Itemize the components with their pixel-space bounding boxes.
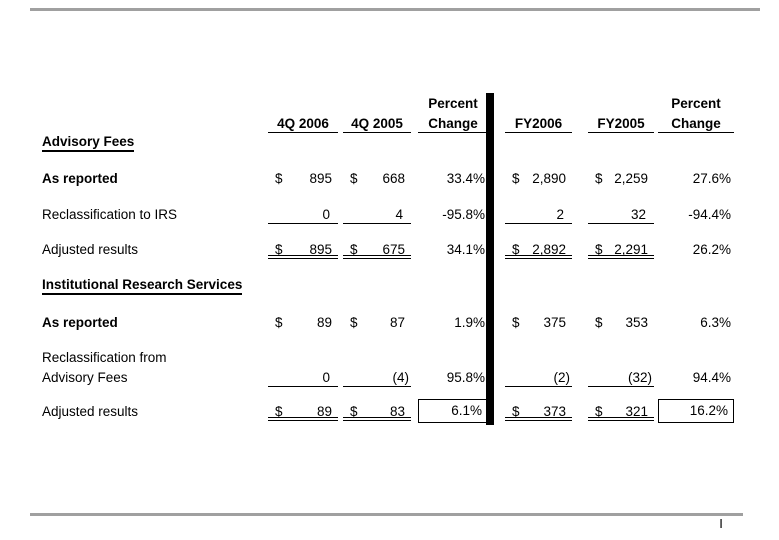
col-header-fy2005: FY2005 xyxy=(588,114,654,133)
table-row-irs-as-reported xyxy=(42,313,752,332)
currency-symbol: $ xyxy=(275,242,283,257)
value-fy2005 xyxy=(588,402,654,421)
value-fy2005 xyxy=(588,169,654,188)
percent-change-fy: -94.4% xyxy=(688,207,731,222)
value-4q2006 xyxy=(268,402,338,421)
value-4q2006 xyxy=(268,240,338,259)
row-label-line1: Reclassification from xyxy=(42,350,167,365)
amount: 895 xyxy=(309,171,332,186)
percent-change-fy: 27.6% xyxy=(692,171,731,186)
currency-symbol: $ xyxy=(275,315,283,330)
currency-symbol: $ xyxy=(512,171,520,186)
amount: 375 xyxy=(543,315,566,330)
col-header-q-percent-line2: Change xyxy=(418,114,488,133)
amount: 321 xyxy=(625,404,648,419)
row-label: As reported xyxy=(42,315,118,330)
currency-symbol: $ xyxy=(512,404,520,419)
row-label-line2: Advisory Fees xyxy=(42,370,128,385)
currency-symbol: $ xyxy=(350,315,358,330)
percent-change-fy: 26.2% xyxy=(692,242,731,257)
value-fy2005: (32) xyxy=(588,368,654,387)
amount: 89 xyxy=(316,315,332,330)
col-header-q-percent-line1: Percent xyxy=(428,96,478,111)
col-header-fy-percent-line2: Change xyxy=(658,114,734,133)
percent-change-q: 34.1% xyxy=(446,242,485,257)
col-header-4q2005: 4Q 2005 xyxy=(343,114,411,133)
page-number: I xyxy=(719,516,723,531)
value-fy2005 xyxy=(588,240,654,259)
currency-symbol: $ xyxy=(595,404,603,419)
col-header-fy2006: FY2006 xyxy=(505,114,572,133)
amount: 353 xyxy=(625,315,648,330)
row-label: As reported xyxy=(42,171,118,186)
row-label: Adjusted results xyxy=(42,242,139,257)
value-4q2005 xyxy=(343,169,411,188)
section-title-advisory-fees: Advisory Fees xyxy=(42,134,134,152)
amount: 2,291 xyxy=(614,242,648,257)
value-4q2005 xyxy=(343,240,411,259)
value-4q2005: (4) xyxy=(343,368,411,387)
row-label: Adjusted results xyxy=(42,404,139,419)
value-4q2006: 0 xyxy=(268,368,338,387)
amount: 675 xyxy=(382,242,405,257)
value-fy2006: 2 xyxy=(505,205,572,224)
table-row-advisory-as-reported xyxy=(42,169,752,188)
value-fy2005 xyxy=(588,313,654,332)
amount: 2,890 xyxy=(532,171,566,186)
col-header-4q2006: 4Q 2006 xyxy=(268,114,338,133)
percent-change-q: 33.4% xyxy=(446,171,485,186)
top-rule xyxy=(30,8,760,11)
currency-symbol: $ xyxy=(512,242,520,257)
currency-symbol: $ xyxy=(350,242,358,257)
currency-symbol: $ xyxy=(350,171,358,186)
currency-symbol: $ xyxy=(275,404,283,419)
amount: 89 xyxy=(316,404,332,419)
table-row-irs-reclassification-line1 xyxy=(42,348,752,367)
value-4q2006 xyxy=(268,313,338,332)
table-row-advisory-reclassification xyxy=(42,205,752,224)
col-header-fy-percent-line1: Percent xyxy=(671,96,721,111)
currency-symbol: $ xyxy=(595,171,603,186)
percent-change-q: -95.8% xyxy=(442,207,485,222)
row-label: Reclassification to IRS xyxy=(42,207,178,222)
value-fy2006 xyxy=(505,313,572,332)
currency-symbol: $ xyxy=(275,171,283,186)
amount: 895 xyxy=(309,242,332,257)
amount: 2,259 xyxy=(614,171,648,186)
percent-change-q: 95.8% xyxy=(446,370,485,385)
currency-symbol: $ xyxy=(595,315,603,330)
value-fy2005: 32 xyxy=(588,205,654,224)
header-row-columns xyxy=(42,114,752,133)
value-fy2006 xyxy=(505,240,572,259)
value-fy2006 xyxy=(505,169,572,188)
currency-symbol: $ xyxy=(512,315,520,330)
currency-symbol: $ xyxy=(350,404,358,419)
amount: 668 xyxy=(382,171,405,186)
value-fy2006 xyxy=(505,402,572,421)
percent-change-fy: 94.4% xyxy=(692,370,731,385)
amount: 2,892 xyxy=(532,242,566,257)
percent-change-fy: 6.3% xyxy=(700,315,731,330)
amount: 87 xyxy=(389,315,405,330)
section-institutional-research-services xyxy=(42,276,752,295)
amount: 83 xyxy=(389,404,405,419)
value-4q2005: 4 xyxy=(343,205,411,224)
value-4q2005 xyxy=(343,402,411,421)
value-fy2006: (2) xyxy=(505,368,572,387)
table-row-advisory-adjusted xyxy=(42,240,752,259)
header-row-percent xyxy=(42,94,752,113)
section-title-institutional-research-services: Institutional Research Services xyxy=(42,277,242,295)
currency-symbol: $ xyxy=(595,242,603,257)
table-row-irs-adjusted xyxy=(42,402,752,421)
value-4q2006: 0 xyxy=(268,205,338,224)
section-advisory-fees xyxy=(42,133,752,152)
bottom-rule xyxy=(30,513,743,516)
amount: 373 xyxy=(543,404,566,419)
value-4q2005 xyxy=(343,313,411,332)
percent-change-q-highlight-box: 6.1% xyxy=(418,399,488,423)
value-4q2006 xyxy=(268,169,338,188)
percent-change-q: 1.9% xyxy=(454,315,485,330)
table-row-irs-reclassification-line2 xyxy=(42,368,752,387)
percent-change-fy-highlight-box: 16.2% xyxy=(658,399,734,423)
